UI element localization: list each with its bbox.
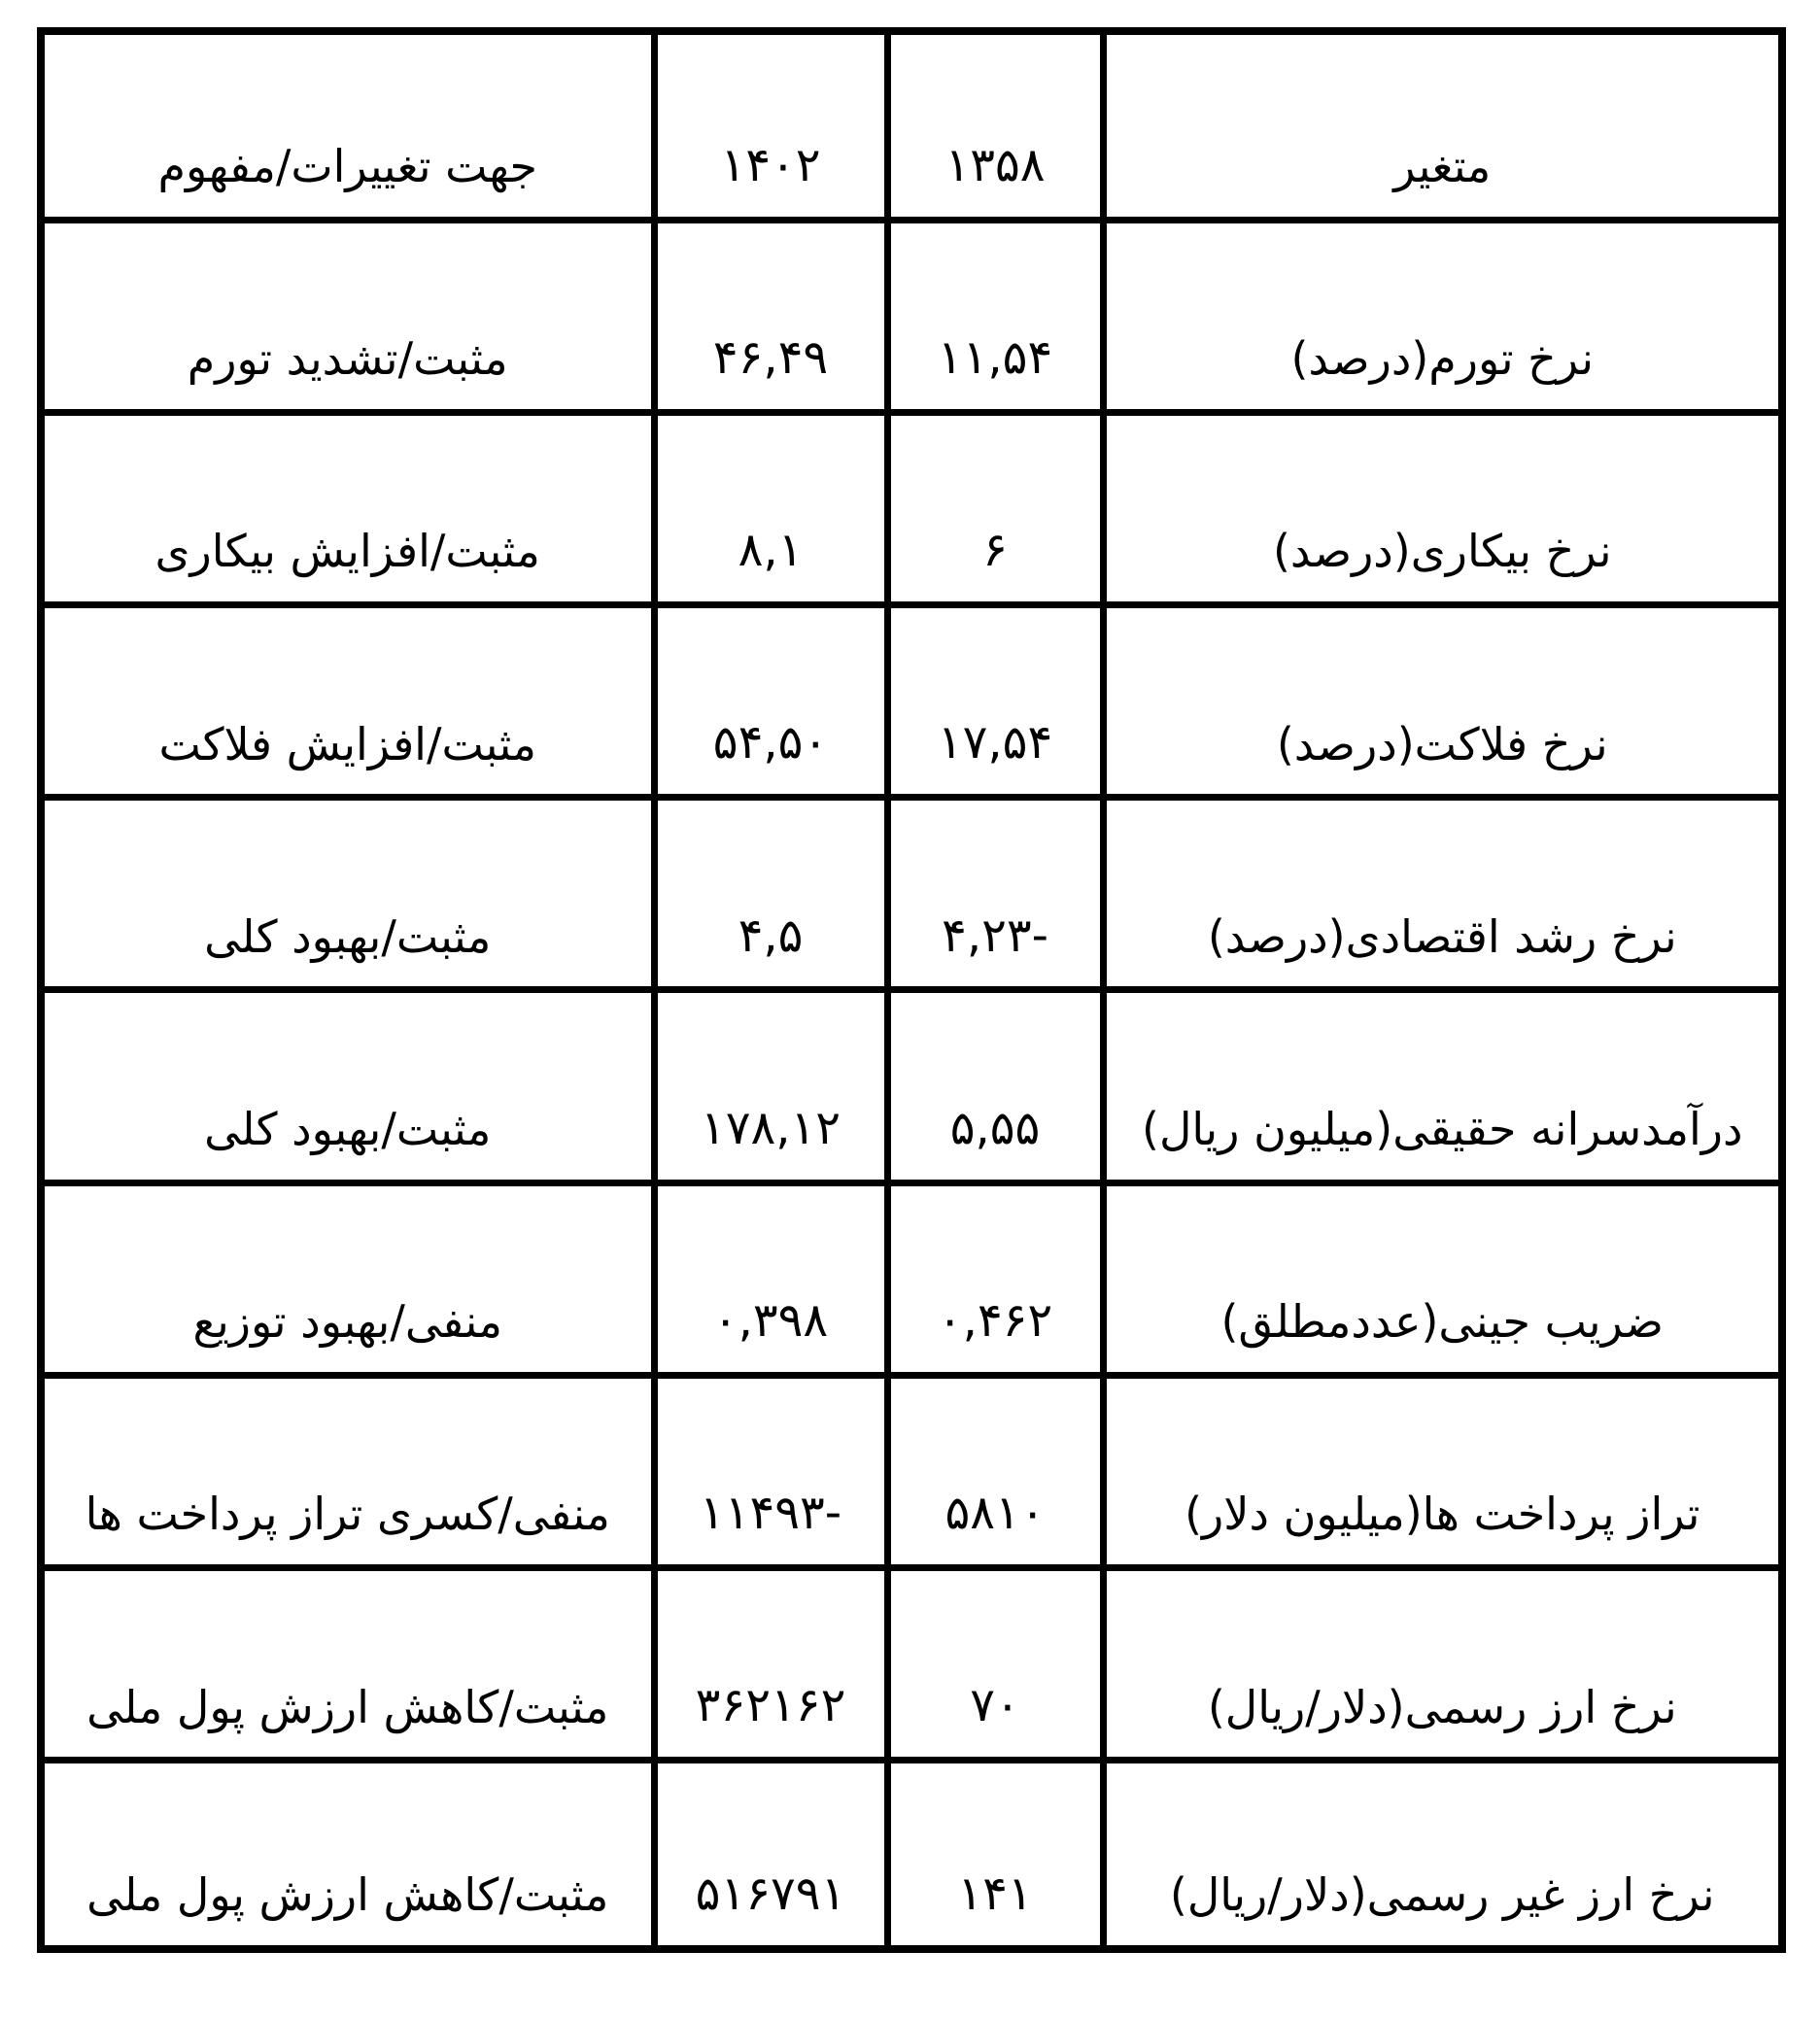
cell-1358: ۰,۴۶۲: [887, 1182, 1103, 1375]
cell-direction: مثبت/بهبود کلی: [45, 990, 654, 1182]
cell-1402: ۴۶,۴۹: [654, 220, 887, 412]
table-row: [45, 412, 1778, 604]
cell-direction: مثبت/کاهش ارزش پول ملی: [45, 1761, 654, 1945]
cell-1358: ۱۷,۵۴: [887, 605, 1103, 798]
indicators-table: [37, 27, 1786, 1953]
table-row: [45, 1761, 1778, 1945]
cell-1358: ۷۰: [887, 1568, 1103, 1761]
cell-variable: نرخ بیکاری(درصد): [1103, 412, 1778, 604]
cell-variable: نرخ تورم(درصد): [1103, 220, 1778, 412]
table-row: [45, 1568, 1778, 1761]
table-row: [45, 990, 1778, 1182]
cell-direction: منفی/کسری تراز پرداخت ها: [45, 1375, 654, 1567]
cell-1358: ۵,۵۵: [887, 990, 1103, 1182]
cell-1402: ۵۴,۵۰: [654, 605, 887, 798]
cell-variable: ضریب جینی(عددمطلق): [1103, 1182, 1778, 1375]
indicators-grid: [45, 35, 1778, 1945]
cell-1402: ۴,۵: [654, 798, 887, 990]
cell-1358: ۱۱,۵۴: [887, 220, 1103, 412]
header-row: [45, 35, 1778, 220]
cell-direction: مثبت/افزایش فلاکت: [45, 605, 654, 798]
header-variable: متغیر: [1103, 35, 1778, 220]
cell-variable: نرخ فلاکت(درصد): [1103, 605, 1778, 798]
header-direction: جهت تغییرات/مفهوم: [45, 35, 654, 220]
cell-1358: ۶: [887, 412, 1103, 604]
cell-1402: -۱۱۴۹۳: [654, 1375, 887, 1567]
cell-1358: ۱۴۱: [887, 1761, 1103, 1945]
cell-1402: ۸,۱: [654, 412, 887, 604]
table-row: [45, 220, 1778, 412]
header-year-1402: ۱۴۰۲: [654, 35, 887, 220]
cell-1402: ۰,۳۹۸: [654, 1182, 887, 1375]
cell-variable: نرخ رشد اقتصادی(درصد): [1103, 798, 1778, 990]
cell-variable: درآمدسرانه حقیقی(میلیون ریال): [1103, 990, 1778, 1182]
table-row: [45, 605, 1778, 798]
cell-1402: ۵۱۶۷۹۱: [654, 1761, 887, 1945]
cell-variable: نرخ ارز غیر رسمی(دلار/ریال): [1103, 1761, 1778, 1945]
cell-direction: مثبت/کاهش ارزش پول ملی: [45, 1568, 654, 1761]
table-row: [45, 1375, 1778, 1567]
cell-1402: ۱۷۸,۱۲: [654, 990, 887, 1182]
table-row: [45, 1182, 1778, 1375]
table-row: [45, 798, 1778, 990]
header-year-1358: ۱۳۵۸: [887, 35, 1103, 220]
cell-direction: مثبت/افزایش بیکاری: [45, 412, 654, 604]
cell-variable: تراز پرداخت ها(میلیون دلار): [1103, 1375, 1778, 1567]
cell-direction: مثبت/بهبود کلی: [45, 798, 654, 990]
cell-1402: ۳۶۲۱۶۲: [654, 1568, 887, 1761]
cell-1358: ۵۸۱۰: [887, 1375, 1103, 1567]
cell-direction: مثبت/تشدید تورم: [45, 220, 654, 412]
cell-variable: نرخ ارز رسمی(دلار/ریال): [1103, 1568, 1778, 1761]
cell-1358: -۴,۲۳: [887, 798, 1103, 990]
cell-direction: منفی/بهبود توزیع: [45, 1182, 654, 1375]
